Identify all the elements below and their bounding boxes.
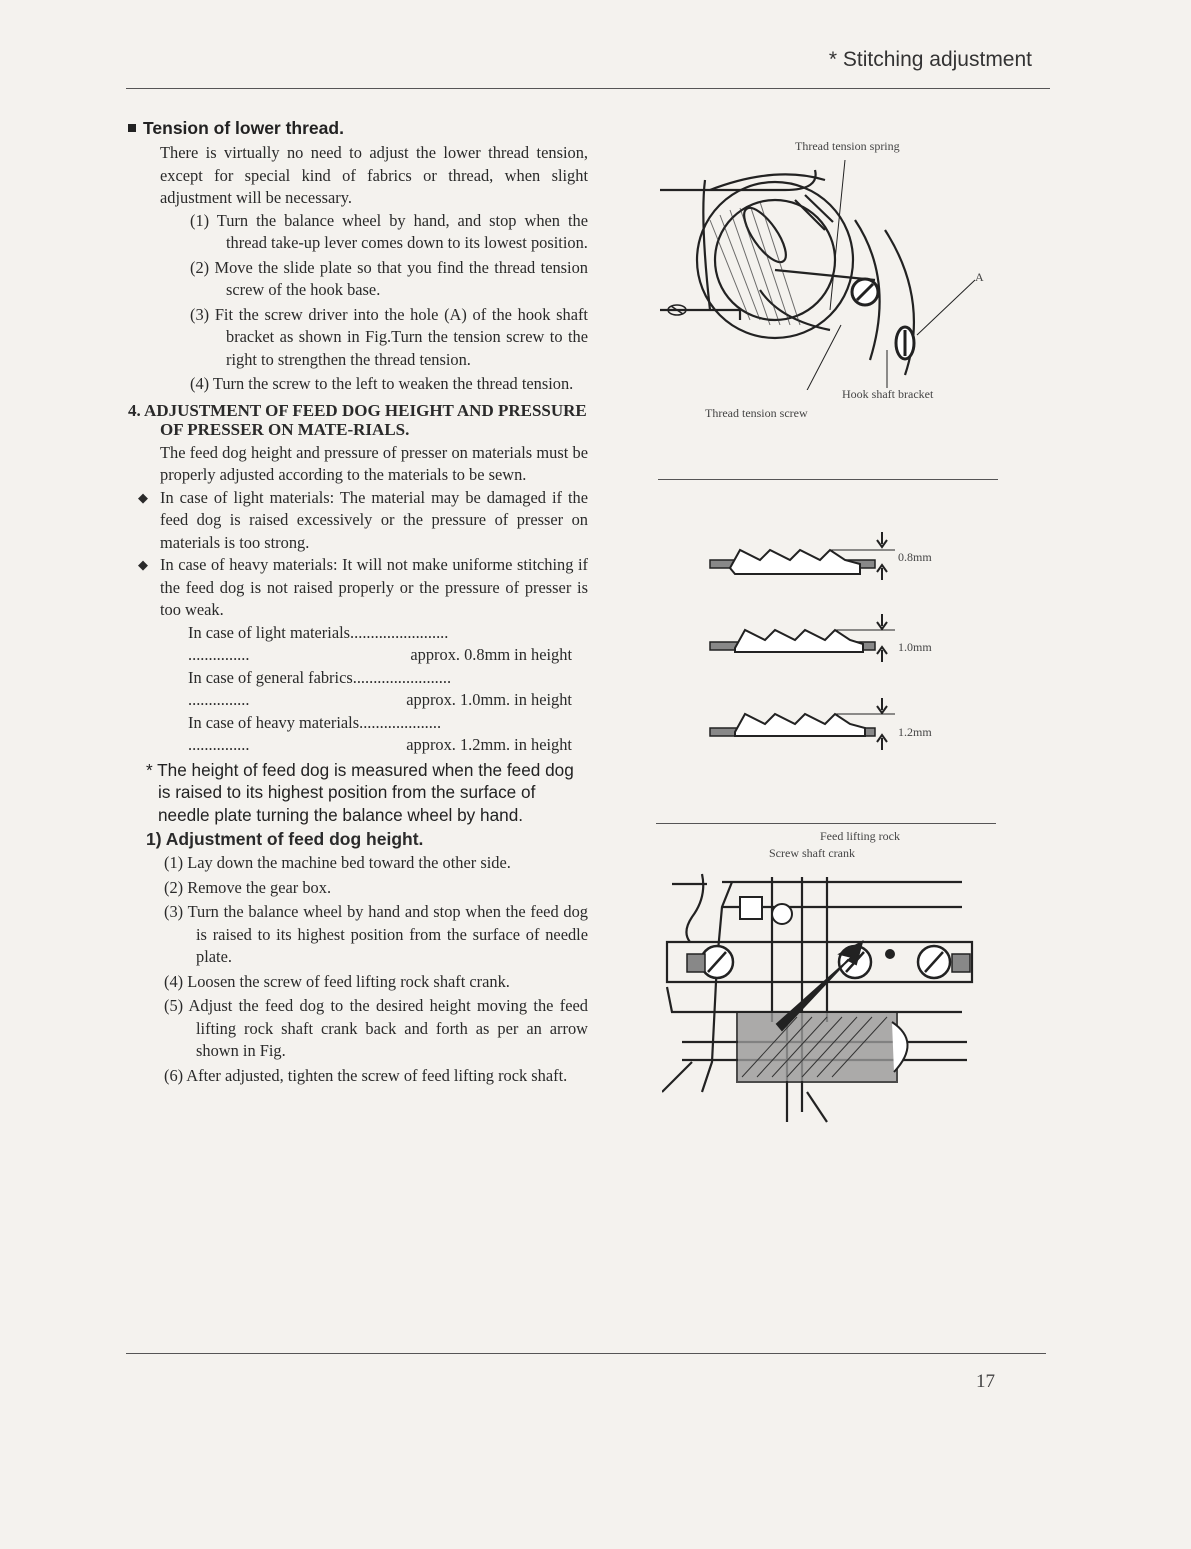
section-intro: There is virtually no need to adjust the lower thread tension, except for special kind of fabrics or thread, when slight adjustment will be necessary. — [160, 143, 588, 207]
spec-leader: ............... — [188, 735, 250, 754]
spec-value: approx. 1.2mm. in height — [406, 735, 572, 754]
tension-steps — [128, 210, 588, 396]
text-column — [128, 118, 588, 1089]
step-item: (3) Fit the screw driver into the hole (A) of the hook shaft bracket as shown in Fig.Turn the tension screw to the right to strengthen the thread tension. — [190, 304, 588, 369]
step-item: (3) Turn the balance wheel by hand and stop when the feed dog is raised to its highest position from the surface of needle plate. — [164, 902, 588, 966]
bullet-text: In case of light materials: The material may be damaged if the feed dog is raised excessively or the pressure of presser on materials is too strong. — [160, 487, 588, 552]
step-item: (4) Turn the screw to the left to weaken the thread tension. — [190, 374, 574, 393]
feed-dog-steps — [128, 852, 588, 1087]
rock-shaft-crank-figure — [662, 862, 982, 1132]
height-spec-list — [128, 622, 588, 757]
measurement-note: * The height of feed dog is measured when the feed dog is raised to its highest position from the surface of needle plate turning the balance wheel by hand. — [146, 759, 574, 825]
hook-assembly-figure — [655, 160, 985, 390]
feed-dog-height-figure — [705, 530, 905, 760]
square-bullet-icon — [128, 124, 136, 132]
section-title-text: Tension of lower thread. — [143, 118, 344, 138]
footer-rule — [126, 1353, 1046, 1354]
running-header: * Stitching adjustment — [828, 48, 1032, 71]
bullet-text: In case of heavy materials: It will not make uniforme stitching if the feed dog is not raised properly or the pressure of presser is too weak. — [160, 555, 588, 619]
step-item: (2) Remove the gear box. — [164, 877, 332, 897]
bullet-item — [128, 554, 588, 622]
height-label-1-2mm: 1.2mm — [898, 725, 932, 739]
header-rule — [126, 88, 1050, 89]
spec-case: In case of general fabrics........................ — [188, 667, 452, 687]
figure-label-screw: Thread tension screw — [705, 406, 808, 420]
figure-label-bracket: Hook shaft bracket — [842, 387, 934, 401]
spec-case: In case of heavy materials.................... — [188, 712, 442, 732]
step-item: (2) Move the slide plate so that you find the thread tension screw of the hook base. — [190, 257, 588, 299]
feed-dog-profile-1-2mm — [710, 698, 895, 750]
spec-value-row — [188, 689, 588, 712]
figure-divider — [656, 823, 996, 824]
figure-label-crank: Screw shaft crank — [769, 846, 855, 860]
step-item: (5) Adjust the feed dog to the desired height moving the feed lifting rock shaft crank back and forth as per an arrow shown in Fig. — [164, 996, 588, 1060]
section-title — [128, 118, 588, 139]
step-item: (4) Loosen the screw of feed lifting rock shaft crank. — [164, 971, 510, 991]
section-intro: The feed dog height and pressure of presser on materials must be properly adjusted according to the materials to be sewn. — [160, 442, 588, 484]
figure-divider — [658, 479, 998, 480]
diamond-bullet-icon: ◆ — [138, 557, 148, 572]
step-item: (6) After adjusted, tighten the screw of feed lifting rock shaft. — [164, 1065, 568, 1085]
page-number: 17 — [976, 1371, 995, 1392]
spec-leader: ............... — [188, 690, 250, 709]
step-item: (1) Turn the balance wheel by hand, and stop when the thread take-up lever comes down to its lowest position. — [190, 210, 588, 252]
height-label-0-8mm: 0.8mm — [898, 550, 932, 564]
subsection-heading: 1) Adjustment of feed dog height. — [146, 829, 424, 849]
height-label-1-0mm: 1.0mm — [898, 640, 932, 654]
bullet-item — [128, 487, 588, 555]
spec-value: approx. 0.8mm in height — [410, 645, 572, 664]
spec-case: In case of light materials........................ — [188, 622, 449, 642]
figure-label-hole-a: A — [975, 270, 984, 284]
spec-value-row — [188, 644, 588, 667]
figure-label-rock: Feed lifting rock — [820, 829, 900, 843]
diamond-bullet-icon: ◆ — [138, 489, 148, 505]
section-heading: 4. ADJUSTMENT OF FEED DOG HEIGHT AND PRESSURE OF PRESSER ON MATE-RIALS. — [128, 400, 587, 439]
feed-dog-profile-1-0mm — [710, 614, 895, 662]
step-item: (1) Lay down the machine bed toward the other side. — [164, 853, 511, 872]
feed-dog-profile-0-8mm — [710, 532, 895, 580]
spec-value-row — [188, 734, 588, 757]
figure-label-spring: Thread tension spring — [795, 139, 900, 153]
spec-leader: ............... — [188, 645, 250, 664]
spec-value: approx. 1.0mm. in height — [406, 690, 572, 709]
